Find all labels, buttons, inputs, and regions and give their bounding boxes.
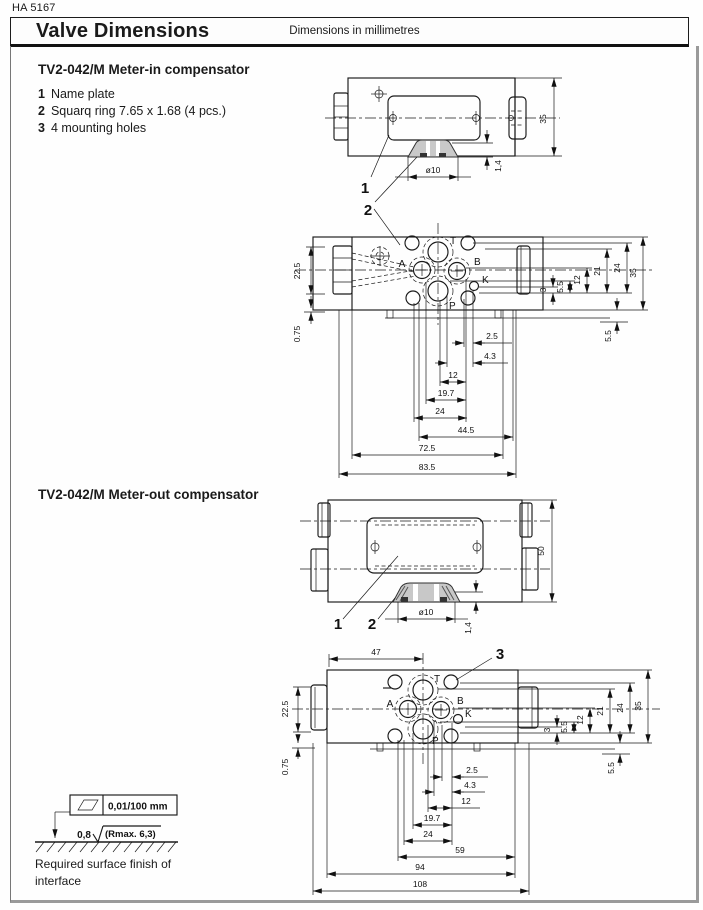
dim-label-right: 12	[575, 715, 585, 725]
flatness-value: 0,01/100 mm	[108, 801, 168, 813]
dim-label-bottom: 19.7	[437, 388, 455, 398]
dim-label-bottom: 2.5	[486, 331, 498, 341]
dim-label-seal-dia: ø10	[418, 607, 434, 617]
flatness-icon	[78, 800, 98, 810]
port-label-b: B	[474, 257, 481, 268]
dim-label-height: 35	[538, 114, 548, 124]
dim-label-bottom: 19.7	[423, 813, 441, 823]
dim-label-left-bottom: 0.75	[280, 758, 290, 776]
port-label-p: P	[432, 736, 439, 747]
dim-label-below-right: 5.5	[606, 762, 616, 774]
squarq-ring-seal	[393, 583, 460, 602]
legend-item-number: 1	[38, 87, 45, 101]
dim-label-bottom: 59	[455, 845, 465, 855]
legend-item-3	[38, 120, 226, 137]
top-view-callouts	[334, 556, 398, 633]
surface-finish-note	[30, 782, 240, 856]
callout-3	[456, 646, 504, 680]
dim-label-bottom: 24	[423, 829, 433, 839]
callout-leader-2	[374, 209, 400, 245]
legend-item-text: Name plate	[50, 87, 115, 101]
callout-3-label: 3	[495, 646, 505, 663]
units-note: Dimensions in millimetres	[289, 25, 420, 37]
port-label-p: P	[449, 301, 456, 312]
port-label-b: B	[457, 696, 464, 707]
legend-item-2	[38, 103, 226, 120]
dim-label-bottom: 108	[412, 879, 428, 889]
mounting-hole	[444, 675, 458, 689]
port-label-t: T	[450, 236, 457, 247]
dim-label-right: 24	[615, 703, 625, 713]
meter-in-port-view-drawing	[280, 195, 680, 485]
roughness-value: 0,8	[77, 830, 91, 841]
dim-label-bottom: 72.5	[418, 443, 436, 453]
mounting-hole	[444, 729, 458, 743]
dim-label-right: 5.5	[559, 721, 569, 733]
dim-label-seal-protrusion: 1,4	[493, 160, 503, 172]
port-label-k: K	[482, 275, 489, 286]
dim-label-bottom: 12	[461, 796, 471, 806]
section-heading-meter-out: TV2-042/M Meter-out compensator	[38, 487, 259, 502]
roughness-symbol	[77, 826, 161, 842]
legend-item-text: Squarq ring 7.65 x 1.68 (4 pcs.)	[50, 104, 227, 118]
mounting-hole	[388, 675, 402, 689]
dim-label-bottom: 94	[415, 862, 425, 872]
port-view-dimensions	[280, 647, 648, 895]
roughness-check-icon	[93, 826, 103, 842]
dim-label-bottom: 4.3	[464, 780, 476, 790]
doc-number: HA 5167	[12, 2, 56, 14]
callout-2-label: 2	[363, 202, 373, 219]
dim-label-left-top: 22.5	[280, 700, 290, 718]
callout-1-label: 1	[333, 616, 343, 633]
port-k	[470, 282, 479, 291]
dim-label-right: 24	[612, 263, 622, 273]
caption-line-1: Required surface finish of	[35, 857, 172, 871]
dim-label-top: 47	[371, 647, 381, 657]
legend-item-number: 3	[38, 121, 45, 135]
dim-label-height: 50	[536, 546, 546, 556]
dim-label-bottom: 24	[435, 406, 445, 416]
dim-label-seal-protrusion: 1,4	[463, 622, 473, 634]
dim-label-below-right: 5.5	[603, 330, 613, 342]
mounting-hole	[388, 729, 402, 743]
port-label-t: T	[434, 674, 441, 685]
dim-label-bottom: 4.3	[484, 351, 496, 361]
dim-label-right: 5.5	[555, 281, 565, 293]
dim-label-left-bottom: 0.75	[292, 325, 302, 343]
meter-out-top-view-drawing	[295, 492, 595, 652]
dim-label-bottom: 83.5	[418, 462, 436, 472]
dim-label-bottom: 44.5	[457, 425, 475, 435]
dim-label-right: 12	[572, 275, 582, 285]
port-pattern	[399, 236, 489, 312]
port-pattern	[387, 674, 472, 747]
mounting-hole	[461, 236, 475, 250]
dim-label-bottom: 2.5	[466, 765, 478, 775]
side-view-dimensions	[395, 78, 554, 181]
dim-label-left-top: 22.5	[292, 262, 302, 280]
port-label-k: K	[465, 709, 472, 720]
dim-label-right: 21	[595, 706, 605, 716]
port-label-a: A	[386, 699, 394, 710]
section-heading-meter-in: TV2-042/M Meter-in compensator	[38, 62, 250, 77]
caption-line-2: interface	[35, 874, 82, 888]
legend-item-text: 4 mounting holes	[50, 121, 147, 135]
dim-label-right: 3	[542, 727, 552, 733]
title-bar	[10, 17, 689, 47]
dim-label-seal-dia: ø10	[425, 165, 441, 175]
dim-label-bottom: 12	[448, 370, 458, 380]
rmax-value: (Rmax. 6,3)	[105, 829, 156, 840]
legend-list	[38, 86, 226, 137]
callout-2-label: 2	[367, 616, 377, 633]
callout-1-label: 1	[360, 180, 370, 197]
dim-label-right: 35	[633, 701, 643, 711]
dim-label-right: 35	[628, 268, 638, 278]
mounting-hole	[406, 291, 420, 305]
mounting-hole	[405, 236, 419, 250]
dim-label-right: 3	[538, 287, 548, 293]
surface-finish-caption	[35, 856, 171, 890]
top-view-dimensions	[385, 500, 557, 634]
legend-item-1	[38, 86, 226, 103]
squarq-ring-seal	[408, 140, 458, 157]
port-label-a: A	[398, 259, 406, 270]
page-title: Valve Dimensions	[36, 19, 210, 42]
name-plate	[367, 518, 483, 573]
ground-hatch	[35, 842, 178, 852]
dim-label-right: 21	[592, 266, 602, 276]
legend-item-number: 2	[38, 104, 45, 118]
meter-out-port-view-drawing	[280, 645, 680, 907]
